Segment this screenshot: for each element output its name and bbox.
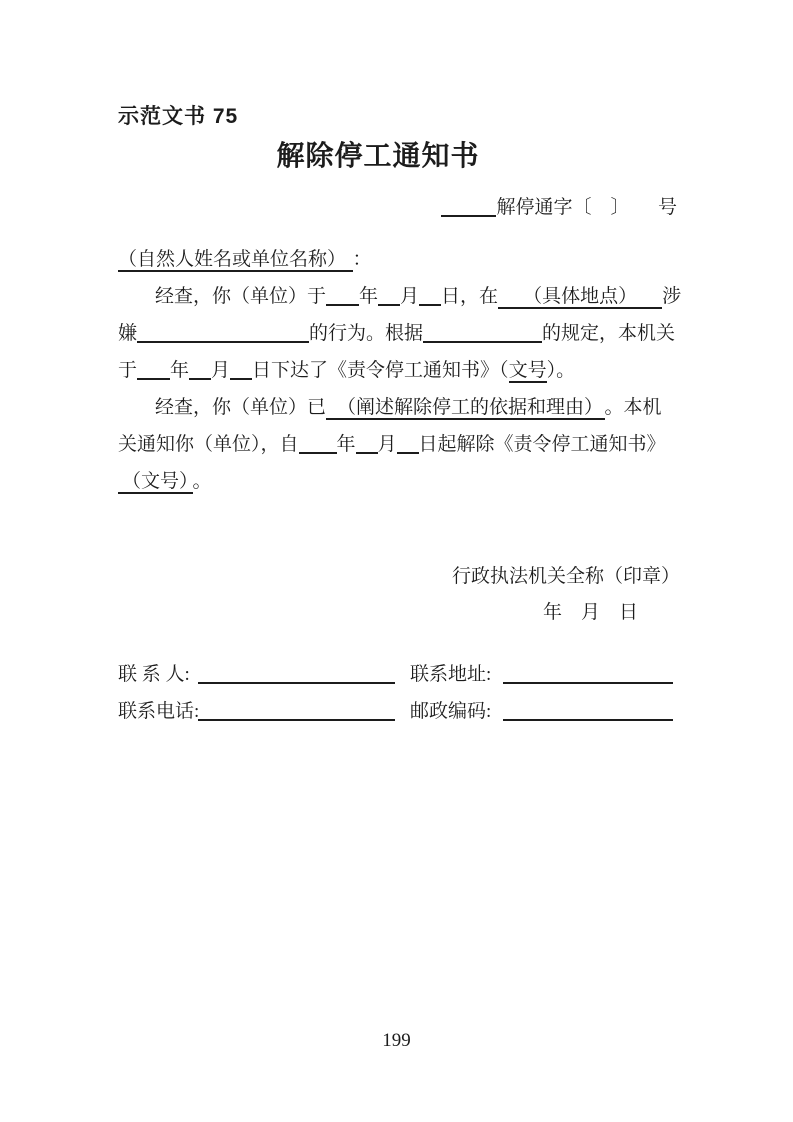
doc-number-blank bbox=[441, 196, 496, 217]
postcode-blank bbox=[503, 700, 673, 721]
contact-person-label: 联 系 人: bbox=[118, 664, 190, 685]
paragraph2-line3 bbox=[118, 463, 693, 500]
blank-suspected-act bbox=[137, 322, 309, 343]
contact-address-label: 联系地址: bbox=[410, 664, 492, 685]
paragraph2-line1 bbox=[118, 389, 693, 426]
signature-agency: 行政执法机关全称（印章） bbox=[452, 566, 681, 587]
salutation-colon: ： bbox=[352, 249, 372, 270]
blank-year-3 bbox=[299, 433, 337, 454]
body-text: 月 bbox=[377, 434, 397, 455]
blank-day-2 bbox=[230, 359, 252, 380]
blank-year-2 bbox=[137, 359, 170, 380]
blank-doc-ref-1: 文号 bbox=[508, 360, 547, 381]
contacts-row-1 bbox=[118, 656, 693, 693]
contacts-row-2 bbox=[118, 693, 693, 730]
paragraph1-line2 bbox=[118, 315, 693, 352]
body-text: 经查，你（单位）于 bbox=[155, 286, 327, 307]
blank-month-1 bbox=[378, 285, 400, 306]
body-text: 。 bbox=[192, 471, 212, 492]
blank-day-3 bbox=[397, 433, 419, 454]
contact-phone-blank bbox=[198, 700, 395, 721]
body-text: 嫌 bbox=[118, 323, 138, 344]
body-text: 年 bbox=[359, 286, 379, 307]
postcode-label: 邮政编码: bbox=[410, 701, 492, 722]
contact-person-blank bbox=[198, 663, 395, 684]
body-text: 年 bbox=[336, 434, 356, 455]
blank-lifting-reason: （阐述解除停工的依据和理由） bbox=[326, 397, 605, 420]
body-text: 日，在 bbox=[441, 286, 499, 307]
contact-address-blank bbox=[503, 663, 673, 684]
body-text: 的规定，本机关 bbox=[542, 323, 676, 344]
salutation-line bbox=[118, 241, 693, 278]
document-title: 解除停工通知书 bbox=[276, 141, 480, 172]
body-text: 月 bbox=[400, 286, 420, 307]
body-text: 。本机 bbox=[604, 397, 662, 418]
body-text: 日起解除《责令停工通知书》 bbox=[418, 434, 666, 455]
body-text: 于 bbox=[118, 360, 138, 381]
doc-series-label: 示范文书 75 bbox=[118, 105, 239, 128]
recipient-name-blank: （自然人姓名或单位名称） bbox=[118, 249, 353, 272]
contact-phone-label: 联系电话: bbox=[118, 701, 200, 722]
body-text: 月 bbox=[211, 360, 231, 381]
page-number: 199 bbox=[382, 1030, 411, 1051]
blank-location: （具体地点） bbox=[498, 286, 662, 309]
body-text: 关通知你（单位），自 bbox=[118, 434, 299, 455]
document-body bbox=[118, 241, 693, 500]
doc-number-text: 解停通字〔 〕 号 bbox=[496, 197, 677, 218]
body-text: 涉 bbox=[662, 286, 682, 307]
blank-legal-basis bbox=[423, 322, 542, 343]
blank-year-1 bbox=[326, 285, 359, 306]
contacts-block bbox=[118, 656, 693, 730]
doc-number-line bbox=[118, 192, 677, 219]
blank-day-1 bbox=[419, 285, 441, 306]
signature-date: 年 月 日 bbox=[543, 602, 639, 623]
body-text: 的行为。根据 bbox=[309, 323, 424, 344]
blank-month-3 bbox=[356, 433, 378, 454]
blank-doc-ref-2: （文号） bbox=[118, 471, 193, 494]
paragraph1-line1 bbox=[118, 278, 693, 315]
paragraph2-line2 bbox=[118, 426, 693, 463]
body-text: 经查，你（单位）已 bbox=[155, 397, 327, 418]
blank-month-2 bbox=[189, 359, 211, 380]
body-text: 日下达了《责令停工通知书》（ bbox=[252, 360, 509, 381]
paragraph1-line3 bbox=[118, 352, 693, 389]
body-text: ）。 bbox=[546, 360, 576, 381]
body-text: 年 bbox=[170, 360, 190, 381]
